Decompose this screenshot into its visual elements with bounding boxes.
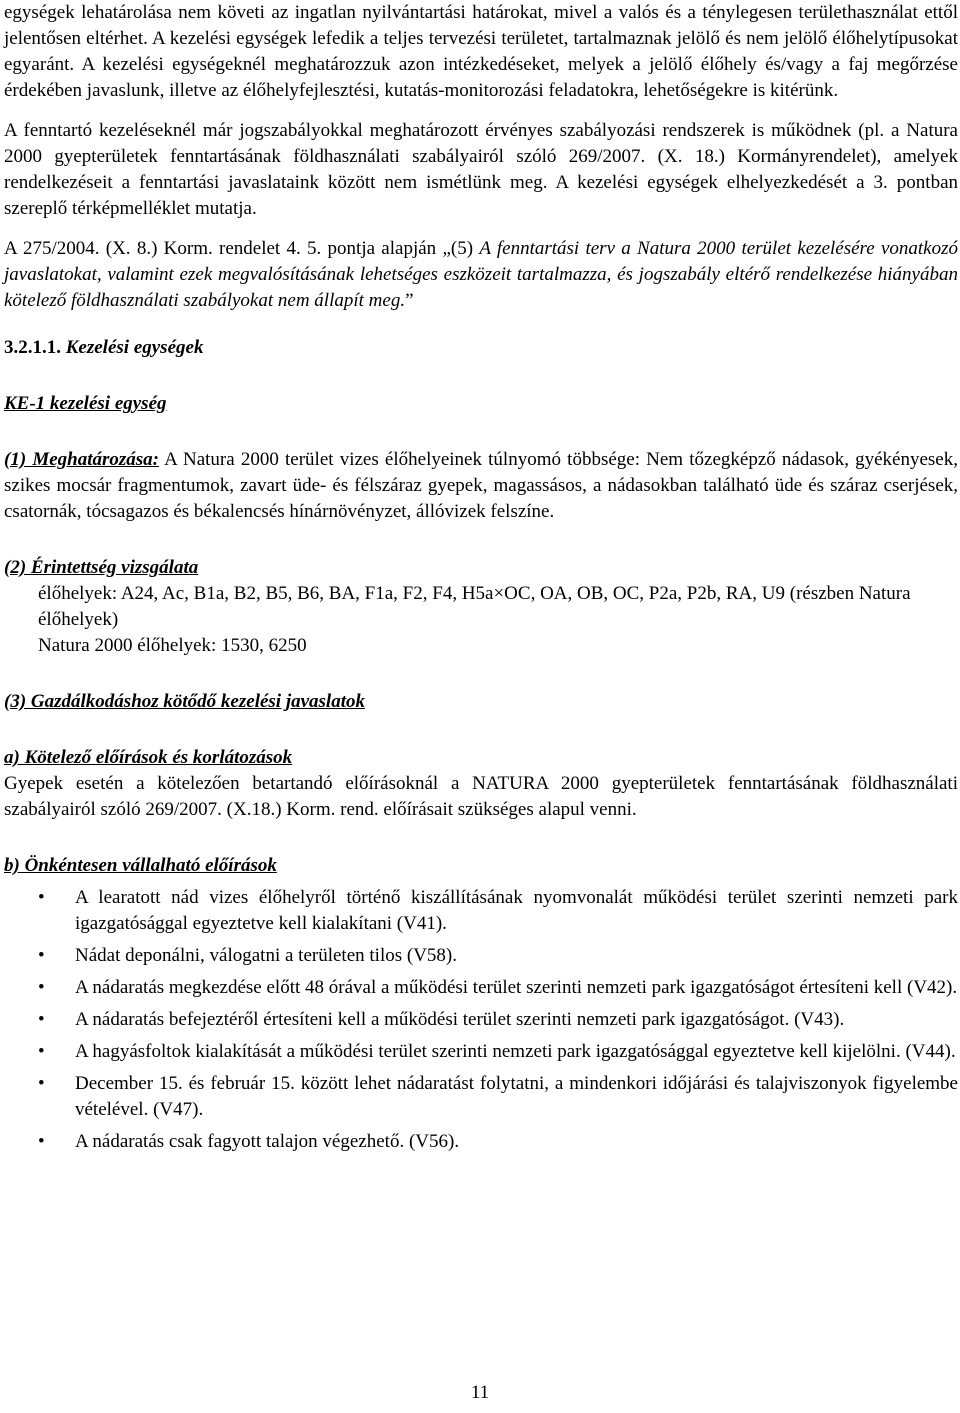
- bullet-icon: •: [38, 1009, 45, 1030]
- bullet-icon: •: [38, 977, 45, 998]
- list-item-text: A nádaratás megkezdése előtt 48 órával a működési terület szerinti nemzeti park igazgatóságot értesíteni kell (V42).: [75, 977, 958, 998]
- section-heading: [4, 335, 958, 361]
- bullet-icon: •: [38, 887, 45, 908]
- list-item: [4, 1129, 958, 1155]
- list-item: [4, 1071, 958, 1123]
- list-item-text: A nádaratás csak fagyott talajon végezhető. (V56).: [75, 1131, 460, 1152]
- maintenance-paragraph: A fenntartó kezeléseknél már jogszabályokkal meghatározott érvényes szabályozási rendszerek is működnek (pl. a Natura 2000 gyepterületek fenntartásának földhasználati szabályairól szóló 269/2007. (X. 18.) Kormányrendelet), amelyek rendelkezéseit a fenntartási javaslataink között nem ismétlünk meg. A kezelési egységek elhelyezkedését a 3. pontban szereplő térképmelléklet mutatja.: [4, 120, 958, 219]
- unit-title: KE-1 kezelési egység: [4, 393, 167, 414]
- habitats-line: élőhelyek: A24, Ac, B1a, B2, B5, B6, BA, F1a, F2, F4, H5a×OC, OA, OB, OC, P2a, P2b, RA, U9 (részben Natura élőhelyek): [38, 583, 911, 630]
- list-item: [4, 975, 958, 1001]
- bullet-icon: •: [38, 1131, 45, 1152]
- voluntary-label: b) Önkéntesen vállalható előírások: [4, 855, 277, 876]
- list-item-text: A learatott nád vizes élőhelyről történő kiszállításának nyomvonalát működési terület szerinti nemzeti park igazgatósággal egyeztetve kell kialakítani (V41).: [75, 887, 958, 934]
- bullet-icon: •: [38, 1073, 45, 1094]
- list-item-text: Nádat deponálni, válogatni a területen tilos (V58).: [75, 945, 457, 966]
- voluntary-heading: [4, 853, 958, 879]
- mandatory-heading: [4, 745, 958, 771]
- impact-heading: [4, 555, 958, 581]
- page-number: 11: [470, 1382, 490, 1403]
- list-item: [4, 1039, 958, 1065]
- natura-habitats-line: Natura 2000 élőhelyek: 1530, 6250: [38, 635, 307, 656]
- regulation-quote: A fenntartási terv a Natura 2000 terület kezelésére vonatkozó javaslatokat, valamint ezek megvalósításának lehetséges eszközeit tartalmazza, és jogszabály eltérő rendelkezése hiányában kötelező földhasználati szabályokat nem állapít meg.: [4, 238, 958, 311]
- mandatory-label: a) Kötelező előírások és korlátozások: [4, 747, 293, 768]
- mandatory-paragraph: Gyepek esetén a kötelezően betartandó előírásoknál a NATURA 2000 gyepterületek fenntartásának földhasználati szabályairól szóló 269/2007. (X.18.) Korm. rend. előírásait szükséges alapul venni.: [4, 773, 958, 820]
- unit-heading: [4, 391, 958, 417]
- management-heading: [4, 689, 958, 715]
- definition-label: (1) Meghatározása:: [4, 449, 160, 470]
- regulation-suffix: ”: [405, 290, 414, 311]
- definition-text: A Natura 2000 terület vizes élőhelyeinek túlnyomó többsége: Nem tőzegképző nádasok, gyékényesek, szikes mocsár fragmentumok, zavart üde- és félszáraz gyepek, magassásos, a nádasokban található üde és száraz cserjések, csatornák, tócsagazos és békalencsés hínárnövényzet, állóvizek felszíne.: [4, 449, 958, 522]
- definition-paragraph: [4, 447, 958, 525]
- regulation-paragraph: [4, 236, 958, 314]
- voluntary-list: [4, 885, 958, 1155]
- management-label: (3) Gazdálkodáshoz kötődő kezelési javaslatok: [4, 691, 365, 712]
- list-item: [4, 1007, 958, 1033]
- regulation-prefix: A 275/2004. (X. 8.) Korm. rendelet 4. 5. pontja alapján „(5): [4, 238, 480, 259]
- section-title: Kezelési egységek: [65, 337, 204, 358]
- list-item-text: December 15. és február 15. között lehet nádaratást folytatni, a mindenkori időjárási és talajviszonyok figyelembe vételével. (V47).: [75, 1073, 958, 1120]
- section-number: 3.2.1.1.: [4, 337, 61, 358]
- list-item-text: A hagyásfoltok kialakítását a működési terület szerinti nemzeti park igazgatósággal egyeztetve kell kijelölni. (V44).: [75, 1041, 956, 1062]
- bullet-icon: •: [38, 1041, 45, 1062]
- list-item: [4, 943, 958, 969]
- bullet-icon: •: [38, 945, 45, 966]
- impact-label: (2) Érintettség vizsgálata: [4, 557, 199, 578]
- intro-paragraph: egységek lehatárolása nem követi az ingatlan nyilvántartási határokat, mivel a valós és a ténylegesen területhasználat ettől jelentősen eltérhet. A kezelési egységek lefedik a teljes tervezési területet, tartalmaznak jelölő és nem jelölő élőhelytípusokat egyaránt. A kezelési egységeknél meghatározzuk azon intézkedéseket, melyek a jelölő élőhely és/vagy a faj megőrzése érdekében javaslunk, illetve az élőhelyfejlesztési, kutatás-monitorozási feladatokra, lehetőségekre is kitérünk.: [4, 2, 958, 101]
- list-item: [4, 885, 958, 937]
- list-item-text: A nádaratás befejeztéről értesíteni kell a működési terület szerinti nemzeti park igazgatóságot. (V43).: [75, 1009, 845, 1030]
